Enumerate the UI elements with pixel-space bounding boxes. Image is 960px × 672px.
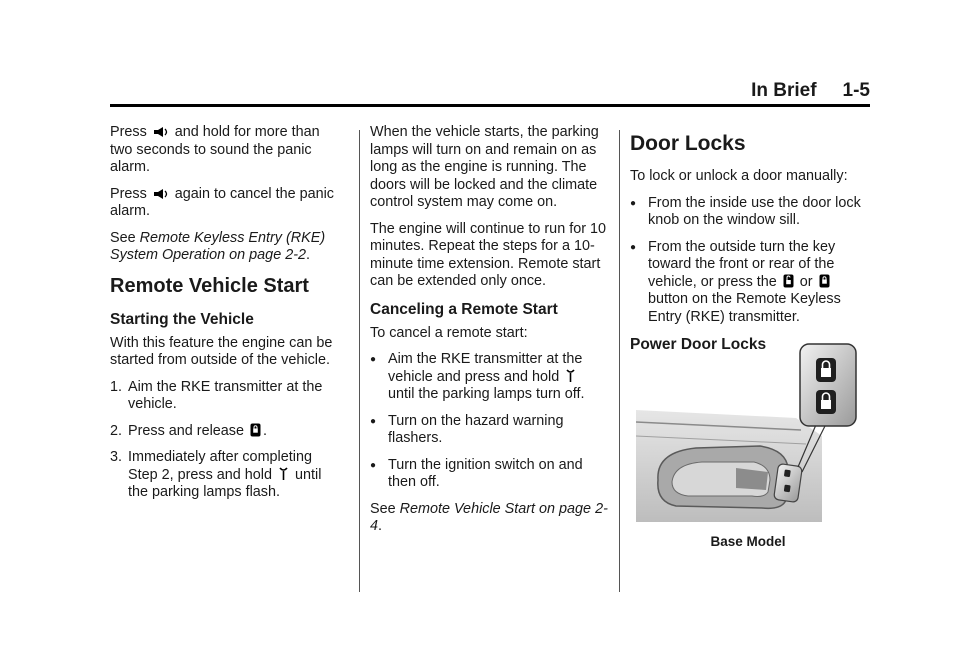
canceling-heading: Canceling a Remote Start (370, 300, 558, 318)
horn-icon (153, 188, 169, 200)
door-locks-heading: Door Locks (630, 132, 746, 155)
list-item: ● Aim the RKE transmitter at the vehicle and press and hold until the parking lamps turn off. (370, 351, 585, 402)
column-divider (619, 130, 620, 592)
column-2 (370, 124, 608, 545)
unlock-icon (783, 274, 794, 288)
lock-icon (819, 274, 830, 288)
intro-paragraph: With this feature the engine can be started from outside of the vehicle. (110, 334, 333, 368)
power-door-locks-heading: Power Door Locks (630, 336, 767, 353)
starting-vehicle-heading: Starting the Vehicle (110, 310, 254, 328)
list-item: ● From the inside use the door lock knob on the window sill. (630, 194, 861, 228)
column-divider (359, 130, 360, 592)
list-item: 3. Immediately after completing Step 2, press and hold until the parking lamps flash. (110, 449, 322, 500)
see-reference: See Remote Keyless Entry (RKE) System Operation on page 2-2. (110, 229, 326, 263)
column-3 (630, 124, 862, 360)
figure-caption: Base Model (710, 534, 786, 549)
remote-start-icon (565, 369, 576, 383)
cross-reference-link[interactable]: Remote Vehicle Start on page 2-4 (370, 500, 608, 534)
cancel-paragraph: Press again to cancel the panic alarm. (110, 185, 335, 219)
list-item: 1. Aim the RKE transmitter at the vehicle. (110, 378, 323, 412)
header-title (751, 80, 870, 102)
panic-paragraph: Press and hold for more than two seconds to sound the panic alarm. (110, 124, 320, 175)
cancel-intro: To cancel a remote start: (370, 324, 528, 341)
lock-icon (250, 423, 261, 437)
remote-start-icon (278, 467, 289, 481)
list-item: 2. Press and release . (110, 422, 267, 439)
remote-vehicle-start-heading: Remote Vehicle Start (110, 274, 309, 297)
column-1 (110, 124, 340, 511)
door-lock-illustration (636, 340, 860, 528)
engine-start-paragraph: When the vehicle starts, the parking lamps will turn on and remain on as long as the engine is running. The doors will be locked and the climate control system may come on. (370, 124, 599, 210)
section-title: In Brief (751, 80, 817, 101)
page-header (110, 78, 870, 107)
engine-run-paragraph: The engine will continue to run for 10 minutes. Repeat the steps for a 10-minute time extension. Remote start can be extended only once. (370, 220, 606, 289)
list-item: ● From the outside turn the key toward the front or rear of the vehicle, or press the or button on the Remote Keyless Entry (RKE) transmitter. (630, 238, 841, 325)
page-number: 1-5 (842, 80, 870, 101)
see-reference: See Remote Vehicle Start on page 2-4. (370, 500, 608, 534)
cross-reference-link[interactable]: Remote Keyless Entry (RKE) System Operation on page 2-2 (110, 229, 326, 263)
list-item: ● Turn on the hazard warning flashers. (370, 412, 564, 446)
door-intro: To lock or unlock a door manually: (630, 168, 848, 184)
list-item: ● Turn the ignition switch on and then off. (370, 456, 583, 490)
horn-icon (153, 126, 169, 138)
